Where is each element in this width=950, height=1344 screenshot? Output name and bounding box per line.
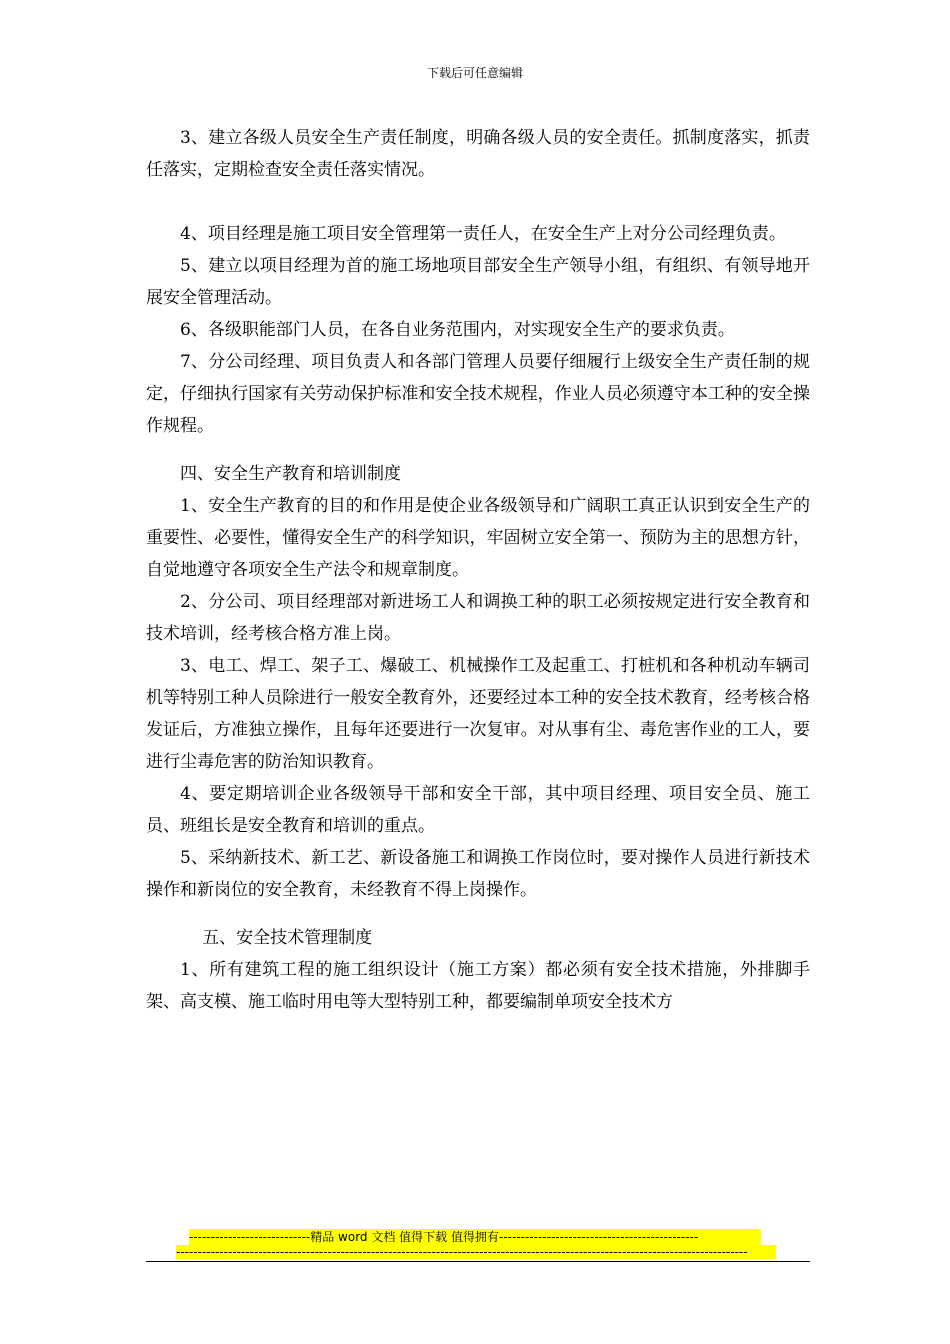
section-4-item-2: 2、分公司、项目经理部对新进场工人和调换工种的职工必须按规定进行安全教育和技术培训，经考核合格方准上岗。 — [146, 592, 810, 644]
paragraph-gap — [146, 442, 810, 458]
paragraph-gap — [146, 906, 810, 922]
paragraph-6: 6、各级职能部门人员，在各自业务范围内，对实现安全生产的要求负责。 — [180, 320, 735, 340]
section-4-heading: 四、安全生产教育和培训制度 — [180, 464, 401, 484]
paragraph-gap — [146, 186, 810, 202]
paragraph-5: 5、建立以项目经理为首的施工场地项目部安全生产领导小组，有组织、有领导地开展安全管理活动。 — [146, 256, 810, 308]
document-body — [146, 122, 810, 1018]
section-4-item-1: 1、安全生产教育的目的和作用是使企业各级领导和广阔职工真正认识到安全生产的重要性、必要性，懂得安全生产的科学知识，牢固树立安全第一、预防为主的思想方针，自觉地遵守各项安全生产法令和规章制度。 — [146, 496, 810, 580]
section-5-heading: 五、安全技术管理制度 — [202, 928, 373, 948]
paragraph-7: 7、分公司经理、项目负责人和各部门管理人员要仔细履行上级安全生产责任制的规定，仔细执行国家有关劳动保护标准和安全技术规程，作业人员必须遵守本工种的安全操作规程。 — [146, 352, 810, 436]
section-5-item-1: 1、所有建筑工程的施工组织设计（施工方案）都必须有安全技术措施，外排脚手架、高支模、施工临时用电等大型特别工种，都要编制单项安全技术方 — [146, 960, 810, 1012]
footer-rule — [146, 1261, 810, 1262]
footer-highlight-line-1: ----------------------------精品 word 文档 值得下载 值得拥有---------------------------------------------- — [189, 1229, 761, 1245]
section-4-item-3: 3、电工、焊工、架子工、爆破工、机械操作工及起重工、打桩机和各种机动车辆司机等特别工种人员除进行一般安全教育外，还要经过本工种的安全技术教育，经考核合格发证后，方准独立操作，且每年还要进行一次复审。对从事有尘、毒危害作业的工人，要进行尘毒危害的防治知识教育。 — [146, 656, 810, 772]
paragraph-gap — [146, 202, 810, 218]
footer-highlight-line-2: ------------------------------------------------------------------------------------------------------------------------------------ — [176, 1245, 776, 1259]
page-header-note: 下载后可任意编辑 — [426, 66, 523, 80]
section-4-item-4: 4、要定期培训企业各级领导干部和安全干部，其中项目经理、项目安全员、施工员、班组长是安全教育和培训的重点。 — [146, 784, 810, 836]
paragraph-4: 4、项目经理是施工项目安全管理第一责任人，在安全生产上对分公司经理负责。 — [180, 224, 786, 244]
section-4-item-5: 5、采纳新技术、新工艺、新设备施工和调换工作岗位时，要对操作人员进行新技术操作和新岗位的安全教育，未经教育不得上岗操作。 — [146, 848, 810, 900]
paragraph-3: 3、建立各级人员安全生产责任制度，明确各级人员的安全责任。抓制度落实，抓责任落实，定期检查安全责任落实情况。 — [146, 128, 810, 180]
